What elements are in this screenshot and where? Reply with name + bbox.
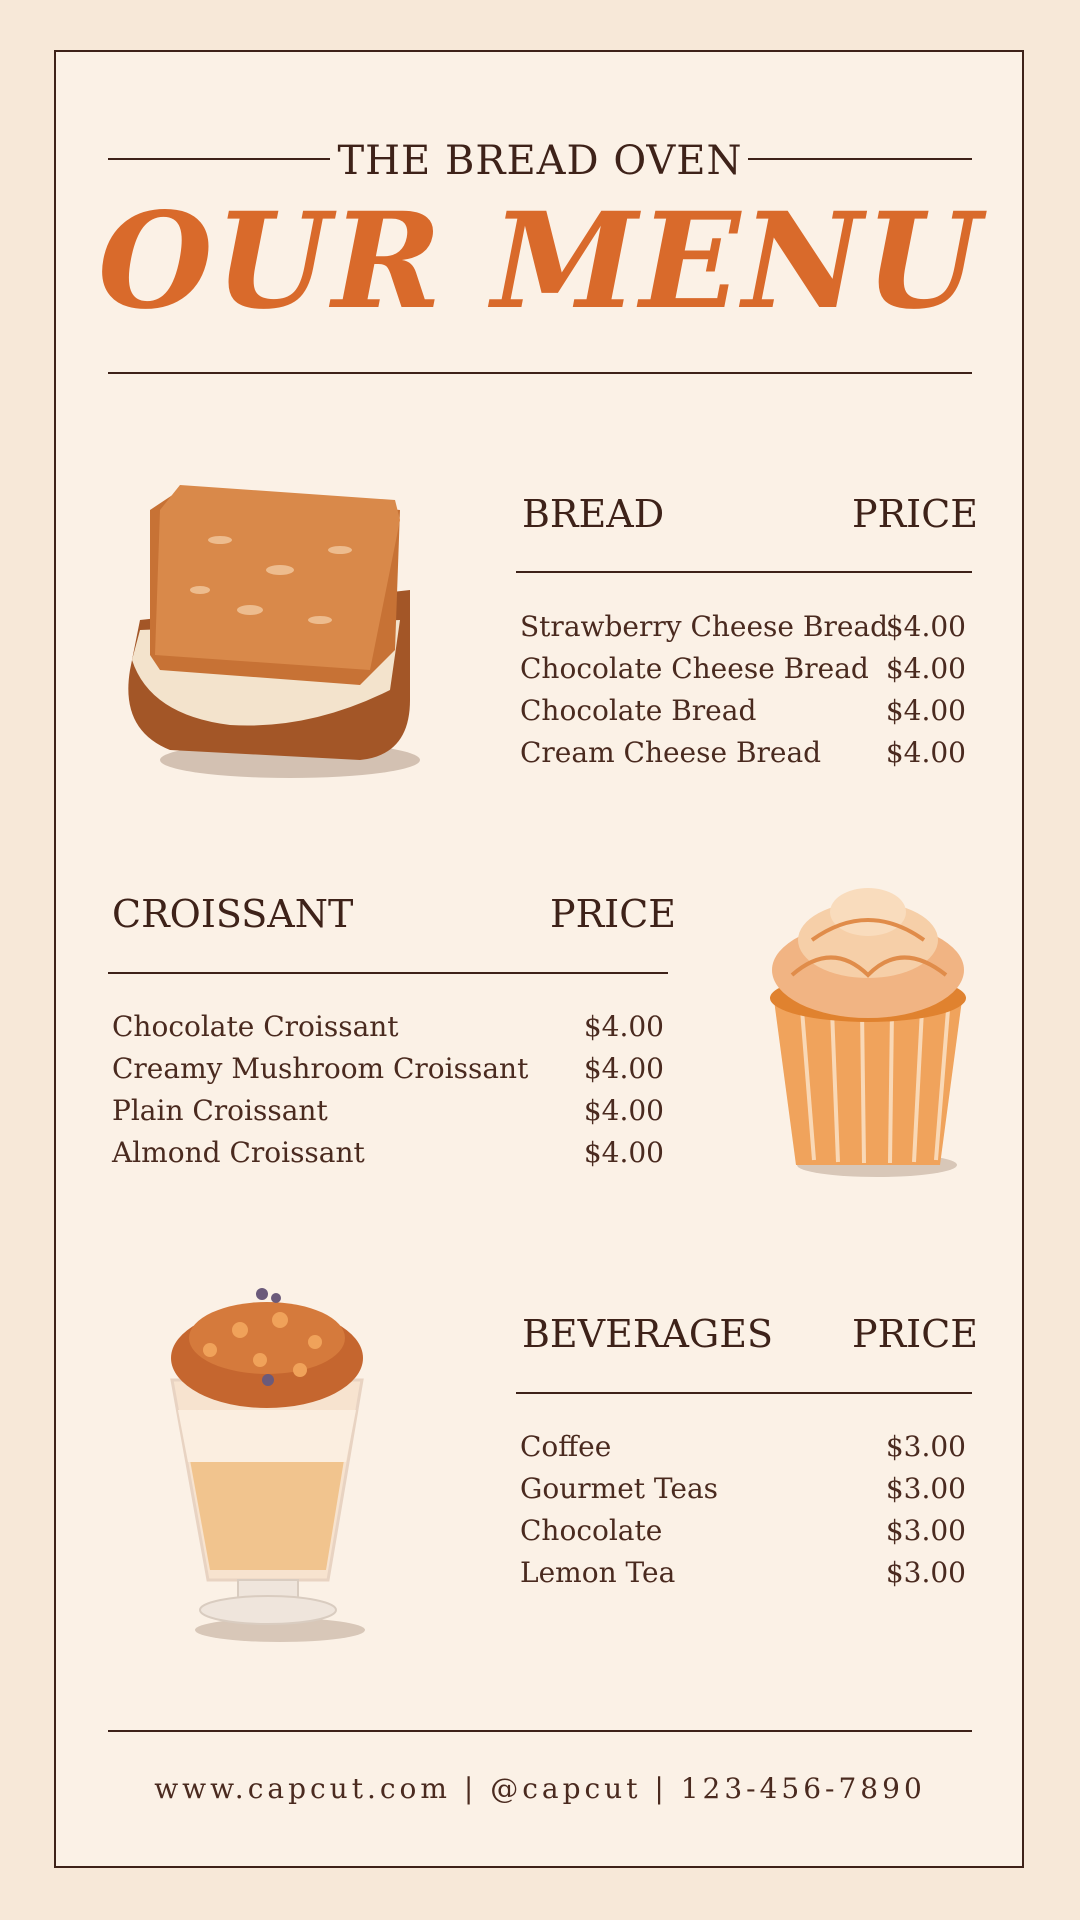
list-item: Chocolate Cheese Bread [520,652,869,685]
croissant-section-rule [108,972,668,974]
list-item: Coffee [520,1430,612,1463]
cupcake-image [752,880,982,1180]
item-price: $3.00 [885,1430,966,1463]
list-item: Plain Croissant [112,1094,328,1127]
item-price: $4.00 [885,610,966,643]
item-price: $3.00 [885,1472,966,1505]
croissant-price-heading: PRICE [550,892,677,936]
header-rule-bottom [108,372,972,374]
bread-sandwich-image [110,470,440,790]
beverages-section-heading: BEVERAGES [522,1312,774,1356]
list-item: Cream Cheese Bread [520,736,822,769]
bread-section-rule [516,571,972,573]
beverages-section-rule [516,1392,972,1394]
item-price: $3.00 [885,1514,966,1547]
list-item: Creamy Mushroom Croissant [112,1052,529,1085]
list-item: Almond Croissant [112,1136,365,1169]
iced-latte-image [150,1280,390,1650]
bread-section-heading: BREAD [522,492,665,536]
list-item: Gourmet Teas [520,1472,719,1505]
footer-rule [108,1730,972,1732]
item-price: $4.00 [583,1010,664,1043]
beverages-price-heading: PRICE [852,1312,979,1356]
item-price: $4.00 [885,736,966,769]
list-item: Chocolate [520,1514,663,1547]
item-price: $3.00 [885,1556,966,1589]
list-item: Chocolate Croissant [112,1010,399,1043]
bread-price-heading: PRICE [852,492,979,536]
list-item: Strawberry Cheese Bread [520,610,889,643]
item-price: $4.00 [583,1136,664,1169]
brand-name: THE BREAD OVEN [337,138,743,184]
page-title: OUR MENU [97,184,983,339]
croissant-section-heading: CROISSANT [112,892,354,936]
item-price: $4.00 [885,694,966,727]
item-price: $4.00 [583,1052,664,1085]
list-item: Lemon Tea [520,1556,676,1589]
list-item: Chocolate Bread [520,694,757,727]
item-price: $4.00 [885,652,966,685]
item-price: $4.00 [583,1094,664,1127]
footer-contact: www.capcut.com | @capcut | 123-456-7890 [154,1772,926,1805]
